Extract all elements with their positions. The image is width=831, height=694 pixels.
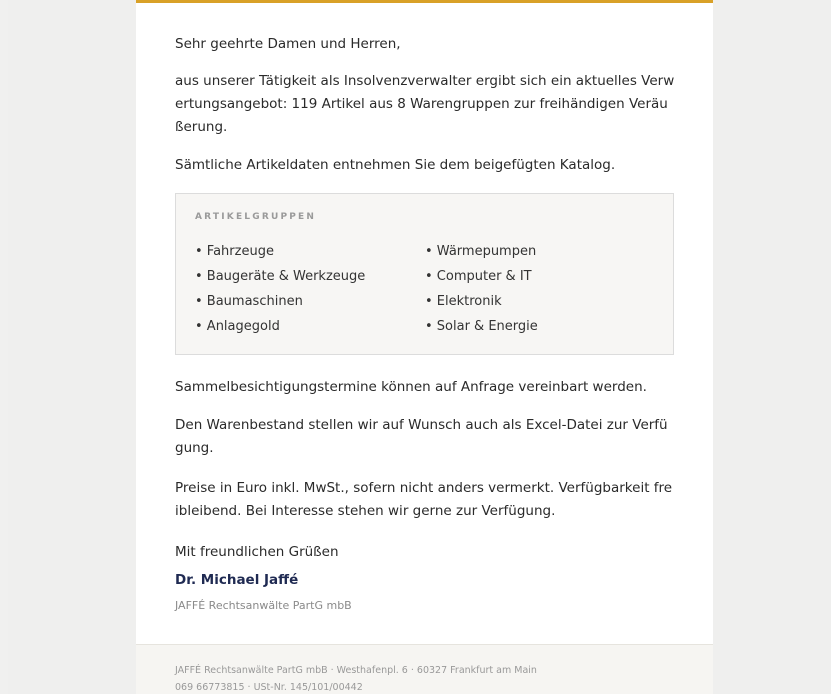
category-item: • Wärmepumpen bbox=[425, 244, 537, 259]
email-card bbox=[136, 0, 713, 694]
closing-greeting: Mit freundlichen Grüßen bbox=[175, 544, 339, 560]
category-item: • Computer & IT bbox=[425, 269, 532, 284]
category-item: • Fahrzeuge bbox=[195, 244, 274, 259]
footer-address: JAFFÉ Rechtsanwälte PartG mbB · Westhafenpl. 6 · 60327 Frankfurt am Main bbox=[175, 665, 537, 676]
email-footer bbox=[136, 644, 713, 694]
catalog-note: Sämtliche Artikeldaten entnehmen Sie dem beigefügten Katalog. bbox=[175, 157, 616, 173]
intro-paragraph: aus unserer Tätigkeit als Insolvenzverwalter ergibt sich ein aktuelles Verwertungsangebot: 119 Artikel aus 8 Warengruppen zur freihändigen Veräußerung. bbox=[175, 73, 675, 135]
firm-name: JAFFÉ Rechtsanwälte PartG mbB bbox=[175, 599, 352, 612]
email-background bbox=[8, 0, 831, 694]
category-item: • Solar & Energie bbox=[425, 319, 538, 334]
signatory-name: Dr. Michael Jaffé bbox=[175, 572, 299, 588]
category-item: • Anlagegold bbox=[195, 319, 280, 334]
inspection-paragraph: Sammelbesichtigungstermine können auf Anfrage vereinbart werden. bbox=[175, 379, 647, 395]
category-item: • Baugeräte & Werkzeuge bbox=[195, 269, 366, 284]
categories-title: ARTIKELGRUPPEN bbox=[195, 212, 317, 222]
footer-contact: 069 66773815 · USt-Nr. 145/101/00442 bbox=[175, 682, 363, 693]
category-item: • Baumaschinen bbox=[195, 294, 303, 309]
prices-paragraph: Preise in Euro inkl. MwSt., sofern nicht anders vermerkt. Verfügbarkeit freibleibend. Bei Interesse stehen wir gerne zur Verfügung. bbox=[175, 480, 673, 519]
excel-paragraph: Den Warenbestand stellen wir auf Wunsch auch als Excel-Datei zur Verfügung. bbox=[175, 417, 668, 456]
categories-box bbox=[175, 193, 674, 355]
category-item: • Elektronik bbox=[425, 294, 502, 309]
salutation: Sehr geehrte Damen und Herren, bbox=[175, 36, 401, 52]
